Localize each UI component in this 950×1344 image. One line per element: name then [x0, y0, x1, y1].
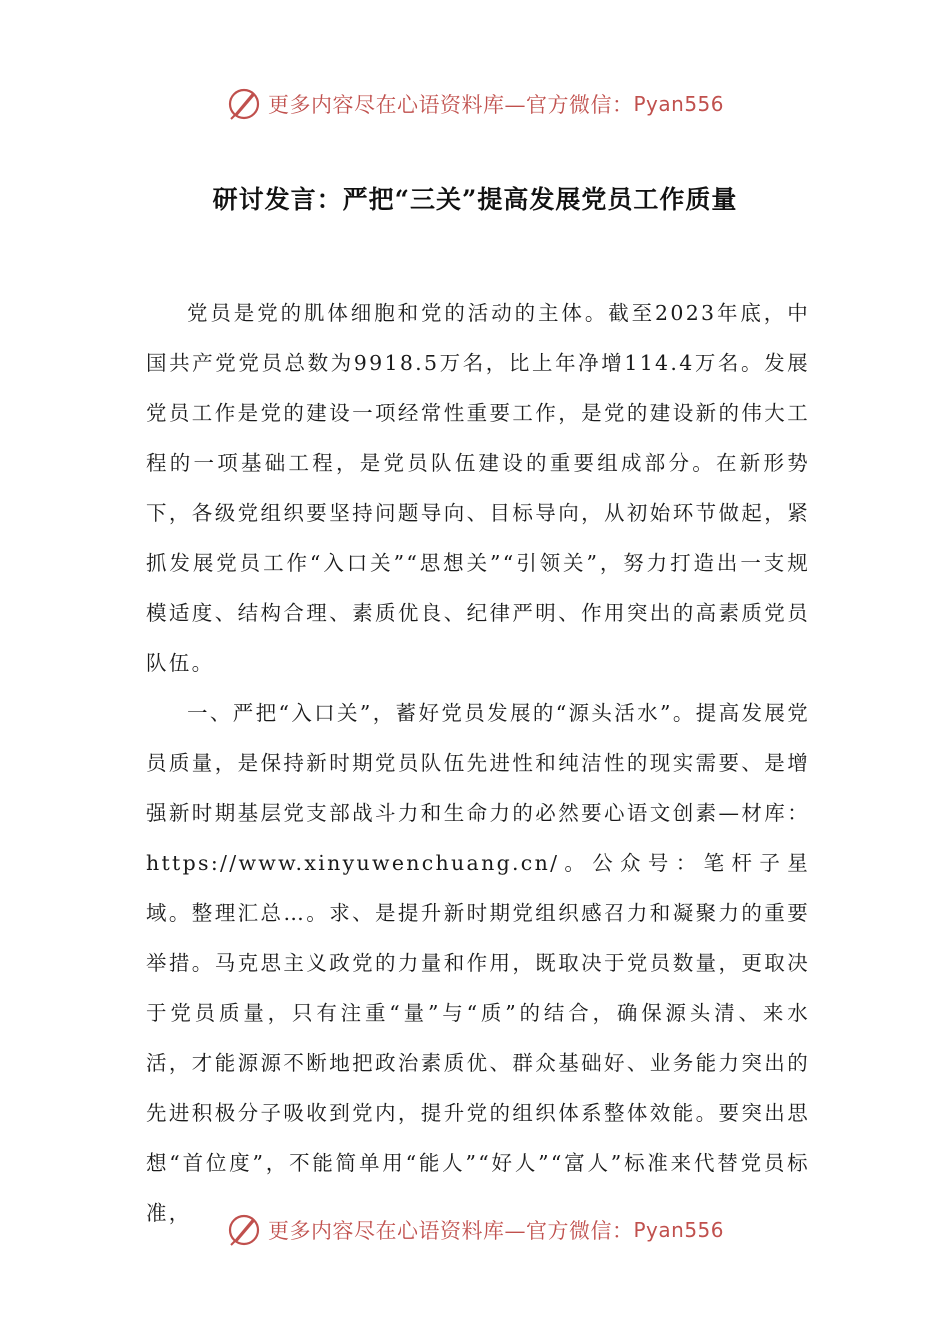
- watermark-text: 更多内容尽在心语资料库—官方微信：: [267, 1219, 634, 1243]
- document-title: 研讨发言：严把“三关”提高发展党员工作质量: [212, 185, 738, 214]
- header-watermark: [0, 82, 950, 126]
- watermark-handle: Pyan556: [633, 1218, 724, 1242]
- document-body: [146, 288, 810, 1238]
- footer-watermark: [0, 1208, 950, 1252]
- watermark-handle: Pyan556: [633, 92, 724, 116]
- quill-logo-icon: [226, 1212, 262, 1248]
- paragraph: 党员是党的肌体细胞和党的活动的主体。截至2023年底，中国共产党党员总数为9918.5万名，比上年净增114.4万名。发展党员工作是党的建设一项经常性重要工作，是党的建设新的伟大工程的一项基础工程，是党员队伍建设的重要组成部分。在新形势下，各级党组织要坚持问题导向、目标导向，从初始环节做起，紧抓发展党员工作“入口关”“思想关”“引领关”，努力打造出一支规模适度、结构合理、素质优良、纪律严明、作用突出的高素质党员队伍。: [146, 301, 810, 675]
- paragraph: 一、严把“入口关”，蓄好党员发展的“源头活水”。提高发展党员质量，是保持新时期党员队伍先进性和纯洁性的现实需要、是增强新时期基层党支部战斗力和生命力的必然要心语文创素—材库：https://www.xinyuwenchuang.cn/。公众号：笔杆子星域。整理汇总…。求、是提升新时期党组织感召力和凝聚力的重要举措。马克思主义政党的力量和作用，既取决于党员数量，更取决于党员质量，只有注重“量”与“质”的结合，确保源头清、来水活，才能源源不断地把政治素质优、群众基础好、业务能力突出的先进积极分子吸收到党内，提升党的组织体系整体效能。要突出思想“首位度”，不能简单用“能人”“好人”“富人”标准来代替党员标准，: [146, 701, 810, 1225]
- quill-logo-icon: [226, 86, 262, 122]
- watermark-text: 更多内容尽在心语资料库—官方微信：: [267, 93, 634, 117]
